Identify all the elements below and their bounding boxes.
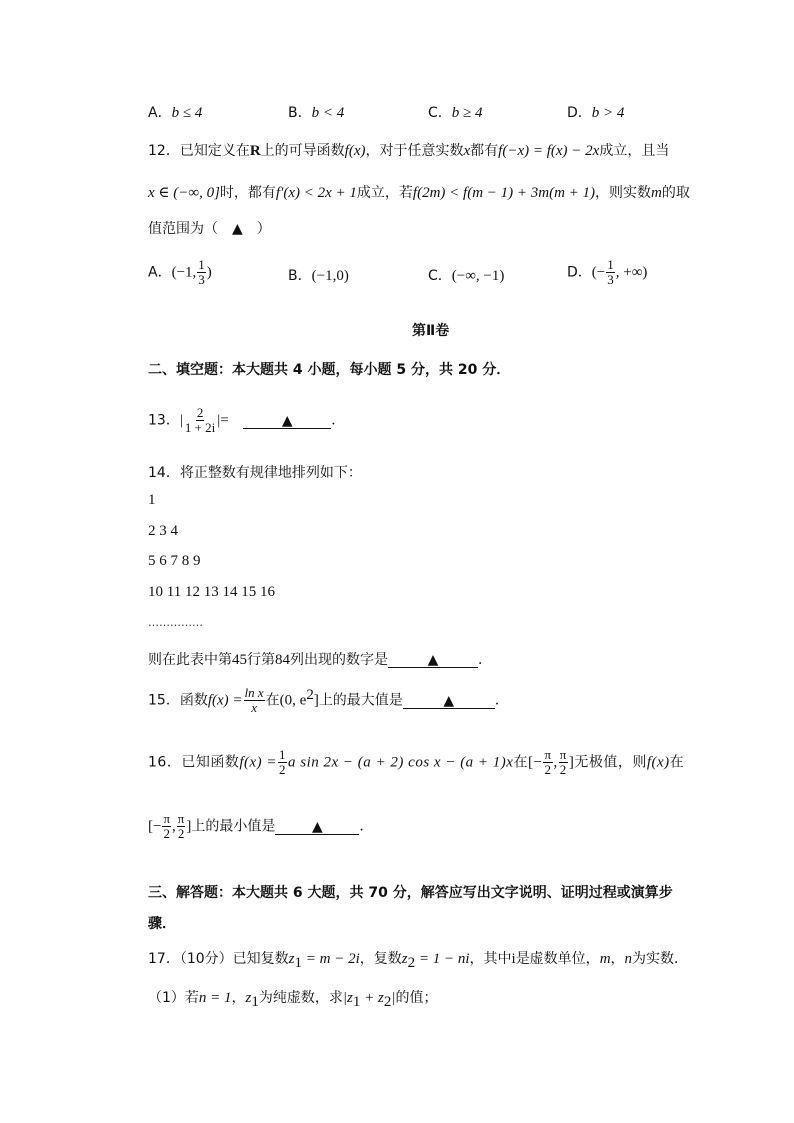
fraction: $\frac{1}{3}$: [607, 257, 614, 287]
q13: 13．| $\frac{2}{1 + 2i}$ |= ▲ ．: [148, 405, 346, 435]
fraction: $\frac{1}{2}$: [279, 747, 287, 777]
fraction: $\frac{1}{3}$: [198, 257, 205, 287]
q14-row-2: 2 3 4: [148, 523, 178, 539]
q12-line-1: 12．已知定义在R上的可导函数f(x)，对于任意实数x都有f(−x) = f(x) − 2x成立，且当: [148, 143, 670, 159]
q14-ask: 则在此表中第45行第84列出现的数字是 ▲ ．: [148, 652, 492, 668]
answer-blank[interactable]: ▲: [403, 694, 495, 709]
q11-option-a: A．b ≤ 4: [148, 105, 203, 121]
q16-line-2: [− $\frac{\pi}{2}$ , $\frac{\pi}{2}$ ]上的最小值是 ▲ ．: [148, 811, 374, 841]
section-3-heading: 三、解答题：本大题共 6 大题，共 70 分，解答应写出文字说明、证明过程或演算步: [148, 885, 673, 901]
q14-ellipsis: ……………: [148, 616, 203, 629]
q14-row-3: 5 6 7 8 9: [148, 553, 201, 569]
answer-blank[interactable]: ▲: [388, 653, 478, 668]
q12-line-2: x ∈ (−∞, 0]时，都有f′(x) < 2x + 1成立，若f(2m) < f(m − 1) + 3m(m + 1)，则实数m的取: [148, 185, 690, 201]
q12-option-c: C．(−∞, −1): [428, 268, 505, 284]
q11-option-d: D．b > 4: [567, 105, 625, 121]
q12-option-a: A．(−1, $\frac{1}{3}$ ): [148, 257, 212, 287]
q14-question: 14．将正整数有规律地排列如下：: [148, 465, 362, 481]
answer-blank[interactable]: ▲: [275, 820, 359, 835]
q12-line-3: 值范围为（ ▲ ）: [148, 221, 271, 237]
section-3-heading-cont: 骤．: [148, 916, 176, 932]
fraction: $\frac{\pi}{2}$: [544, 747, 552, 777]
q14-row-1: 1: [148, 492, 156, 508]
q16-line-1: 16．已知函数f(x) = $\frac{1}{2}$ a sin 2x − (a + 2) cos x − (a + 1)x在[− $\frac{\pi}{2}$ , $\frac{\pi}{2}$ ]无极值，则f(x)在: [148, 747, 685, 777]
fraction: $\frac{\pi}{2}$: [559, 747, 567, 777]
q17: 17．（10分）已知复数$z_1 = m - 2i$，复数$z_2 = 1$ − ni，其中i是虚数单位，m，n为实数．: [148, 951, 689, 971]
q11-option-c: C．b ≥ 4: [428, 105, 483, 121]
q12-option-b: B．(−1,0): [288, 268, 349, 284]
q14-row-4: 10 11 12 13 14 15 16: [148, 584, 275, 600]
answer-blank[interactable]: ▲: [243, 414, 331, 429]
q15: 15．函数f(x) = $\frac{\text{ln x}}{x}$ 在(0, $e^2$]上的最大值是 ▲ ．: [148, 685, 509, 715]
q12-option-d: D．(− $\frac{1}{3}$ , +∞): [567, 257, 648, 287]
section-2-heading: 二、填空题：本大题共 4 小题，每小题 5 分，共 20 分．: [148, 362, 511, 378]
fraction: $\frac{\pi}{2}$: [177, 811, 185, 841]
fraction: $\frac{\text{ln x}}{x}$: [244, 685, 264, 715]
part-title: 第Ⅱ卷: [412, 323, 450, 339]
fraction: $\frac{\pi}{2}$: [163, 811, 171, 841]
q17-part-1: （1）若n = 1，$z_1$为纯虚数，求$|z_1 + z_2|$的值；: [148, 990, 438, 1010]
fraction: $\frac{2}{1 + 2i}$: [184, 405, 216, 435]
q11-option-b: B．b < 4: [288, 105, 345, 121]
